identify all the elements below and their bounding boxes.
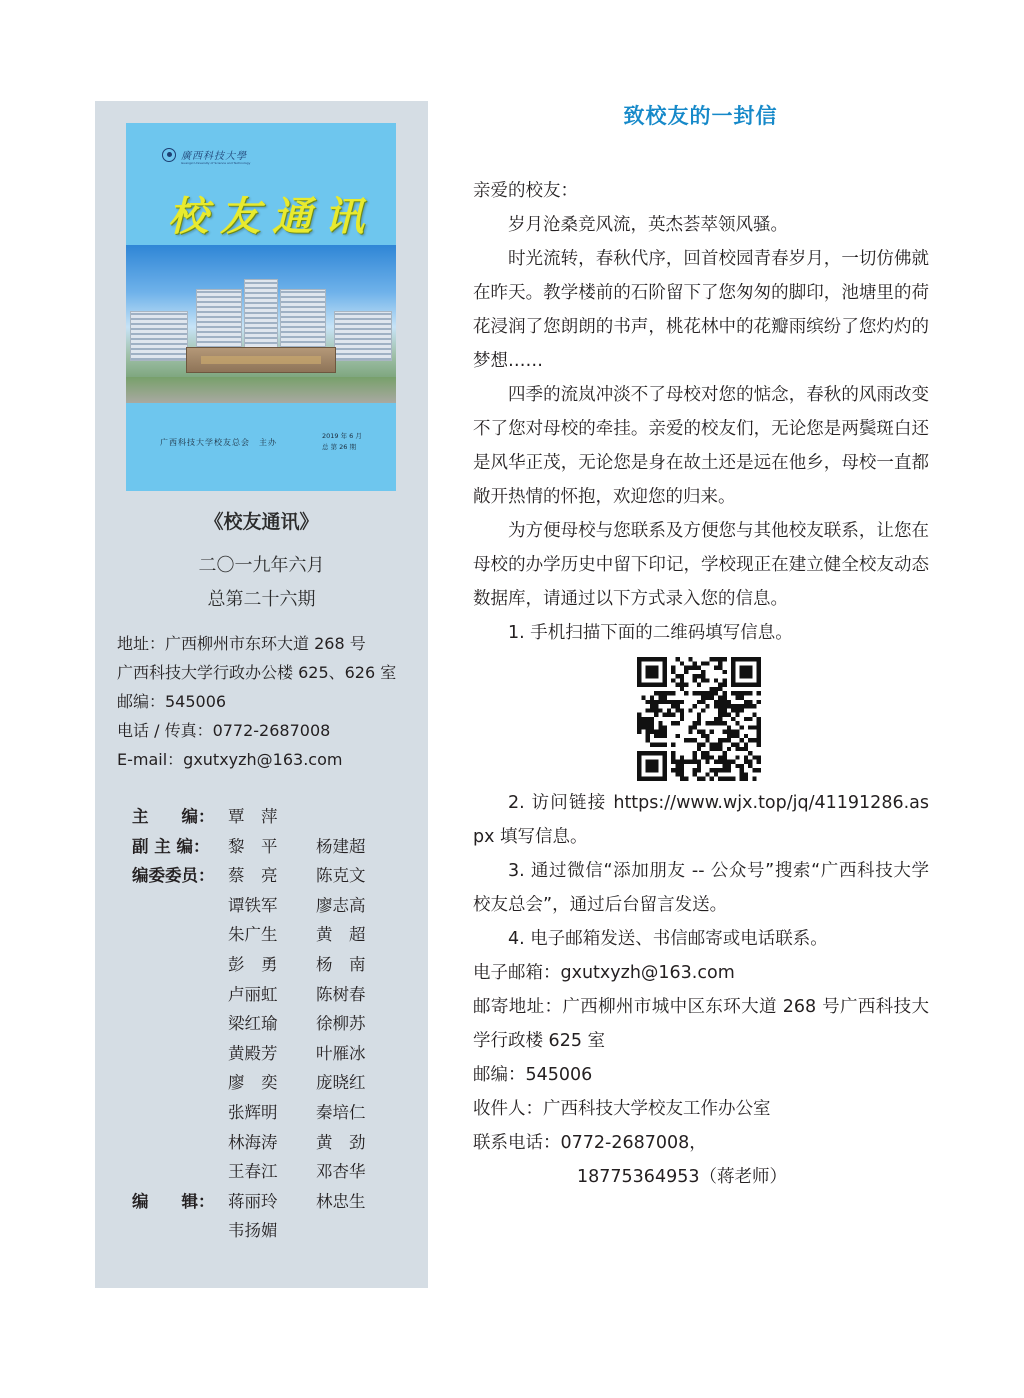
staff-name: 蒋丽玲 [228,1191,278,1211]
contact-info [117,629,396,774]
cover-sponsor: 广西科技大学校友总会 主办 [160,438,277,447]
staff-role: 编 辑： [132,1191,215,1211]
publication-issue: 总第二十六期 [207,589,316,610]
cover-university-english: Guangxi University of Science and Technology [181,161,251,165]
staff-name: 秦培仁 [316,1103,366,1122]
publication-title: 《校友通讯》 [204,511,319,533]
staff-name: 庞晓红 [316,1073,366,1093]
step-2-link: 2. 访问链接 https://www.wjx.top/jq/41191286.aspx 填写信息。 [473,793,929,847]
staff-name: 梁红瑜 [228,1014,278,1034]
staff-name: 黄殿芳 [228,1043,278,1063]
staff-name: 王春江 [228,1162,278,1182]
contact-phone: 联系电话：0772-2687008， [473,1133,707,1153]
letter-paragraph-2: 时光流转，春秋代序，回首校园青春岁月，一切仿佛就在昨天。教学楼前的石阶留下了您匆匆的脚印，池塘里的荷花浸润了您朗朗的书声，桃花林中的花瓣雨缤纷了您灼灼的梦想…… [473,249,929,371]
university-seal-icon [162,148,176,162]
cover-university-name: 廣西科技大學 [181,151,247,162]
staff-name: 朱广生 [228,925,278,945]
staff-name: 蔡 亮 [228,866,278,886]
staff-name: 韦扬媚 [228,1221,278,1241]
staff-name: 廖志高 [316,895,366,915]
letter-paragraph-3: 四季的流岚冲淡不了母校对您的惦念，春秋的风雨改变不了您对母校的牵挂。亲爱的校友们，无论您是两鬓斑白还是风华正茂，无论您是身在故土还是远在他乡，母校一直都敞开热情的怀抱，欢迎您的归来。 [473,385,929,507]
staff-name: 林海涛 [228,1132,278,1152]
publication-date: 二〇一九年六月 [198,555,325,576]
contact-mail-address: 邮寄地址：广西柳州市城中区东环大道 268 号广西科技大学行政楼 625 室 [473,997,929,1051]
staff-name: 陈树春 [316,984,366,1004]
phone-fax: 电话 / 传真：0772-2687008 [117,721,331,740]
campus-road [126,377,396,403]
address-line-1: 地址：广西柳州市东环大道 268 号 [117,634,366,653]
staff-name: 陈克文 [316,866,366,886]
staff-name: 张辉明 [228,1103,278,1122]
cover-issue: 总 第 26 期 [322,443,356,451]
contact-recipient: 收件人：广西科技大学校友工作办公室 [473,1099,771,1119]
staff-name: 黄 劲 [316,1132,366,1152]
staff-name: 谭铁军 [228,895,278,915]
magazine-cover [126,123,396,491]
staff-role: 编委委员： [132,866,215,886]
qr-code-icon[interactable] [637,657,761,781]
building-left [130,311,188,361]
building-right [334,311,392,361]
sidebar-panel [95,101,428,1288]
step-4-contact: 4. 电子邮箱发送、书信邮寄或电话联系。 [508,929,828,949]
step-3-wechat: 3. 通过微信“添加朋友 -- 公众号”搜索“广西科技大学校友总会”，通过后台留言发送。 [473,861,929,915]
staff-name: 黎 平 [228,836,278,856]
staff-name: 卢丽虹 [228,984,278,1004]
staff-name: 杨 南 [316,955,366,974]
contact-postcode: 邮编：545006 [473,1065,593,1085]
address-line-2: 广西科技大学行政办公楼 625、626 室 [117,663,397,682]
staff-name: 廖 奕 [228,1073,278,1093]
staff-name: 黄 超 [316,925,366,945]
staff-name: 徐柳苏 [316,1014,366,1034]
staff-name: 覃 萍 [228,807,278,826]
postcode: 邮编：545006 [117,692,227,711]
staff-role: 副 主 编： [132,836,210,856]
contact-mobile: 18775364953（蒋老师） [577,1167,787,1187]
letter-title: 致校友的一封信 [623,104,778,128]
contact-email: 电子邮箱：gxutxyzh@163.com [473,963,735,983]
campus-photo [126,245,396,403]
letter-paragraph-4: 为方便母校与您联系及方便您与其他校友联系，让您在母校的办学历史中留下印记，学校现正在建立健全校友动态数据库，请通过以下方式录入您的信息。 [473,521,929,609]
staff-name: 邓杏华 [316,1162,366,1182]
letter-greeting: 亲爱的校友： [473,181,578,201]
staff-name: 杨建超 [316,836,366,856]
building-tower-center [244,279,278,355]
staff-name: 彭 勇 [228,955,278,974]
staff-name: 叶雁冰 [316,1043,366,1063]
letter-body [473,174,929,1194]
cover-date-issue [322,431,362,453]
cover-date: 2019 年 6 月 [322,432,362,440]
cover-title: 校友通讯 [168,193,376,240]
step-1-qr: 1. 手机扫描下面的二维码填写信息。 [508,623,793,643]
staff-name: 林忠生 [316,1191,366,1211]
letter-paragraph-1: 岁月沧桑竞风流，英杰荟萃领风骚。 [508,215,788,235]
staff-role: 主 编： [132,807,215,826]
campus-gate [186,347,336,373]
email: E-mail：gxutxyzh@163.com [117,750,343,769]
university-logo [162,147,251,165]
